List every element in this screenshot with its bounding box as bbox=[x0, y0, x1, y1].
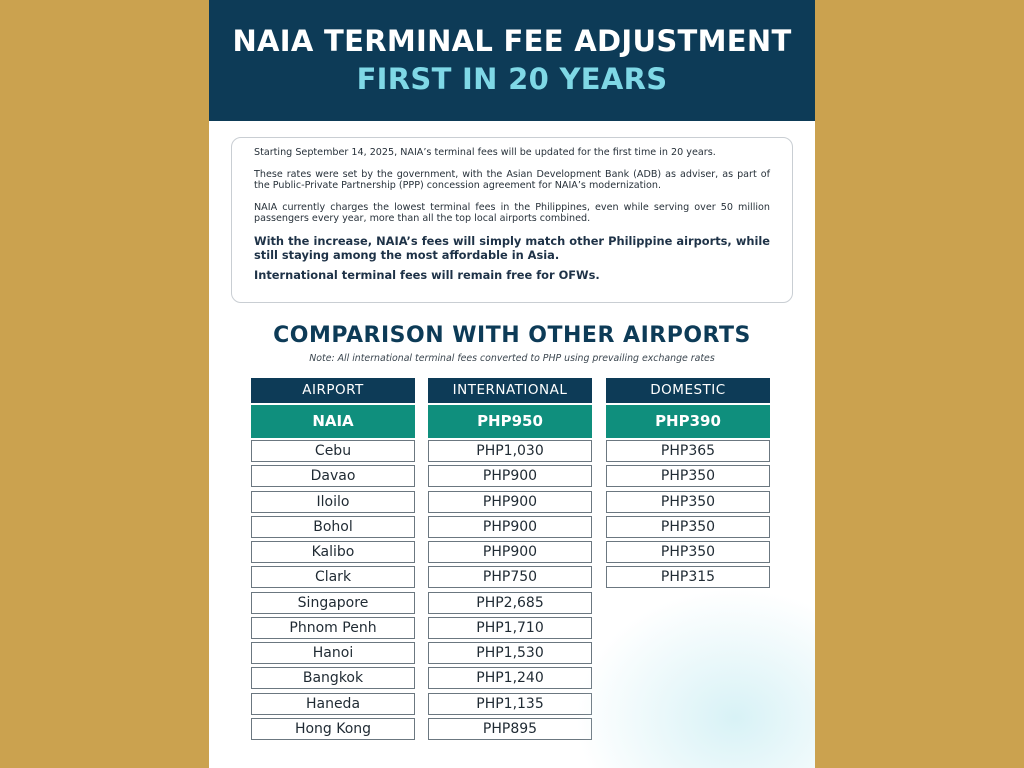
airport-column bbox=[251, 378, 415, 743]
naia-international-cell: PHP950 bbox=[428, 405, 592, 438]
international-fee-cell: PHP1,030 bbox=[428, 440, 592, 462]
domestic-fee-cell: PHP350 bbox=[606, 491, 770, 513]
domestic-header: DOMESTIC bbox=[606, 378, 770, 403]
info-paragraph-2: These rates were set by the government, with the Asian Development Bank (ADB) as adviser, as part of the Public-Private Partnership (PPP) concession agreement for NAIA’s modernization. bbox=[254, 168, 770, 191]
airport-name-cell: Davao bbox=[251, 465, 415, 487]
airport-name-cell: Bohol bbox=[251, 516, 415, 538]
international-cells bbox=[428, 440, 592, 740]
title-line-1: NAIA TERMINAL FEE ADJUSTMENT bbox=[232, 24, 792, 58]
info-bold-1: With the increase, NAIA’s fees will simply match other Philippine airports, while still staying among the most affordable in Asia. bbox=[254, 233, 770, 262]
international-fee-cell: PHP900 bbox=[428, 541, 592, 563]
international-column bbox=[428, 378, 592, 743]
international-fee-cell: PHP900 bbox=[428, 516, 592, 538]
domestic-cells bbox=[606, 440, 770, 588]
international-fee-cell: PHP900 bbox=[428, 465, 592, 487]
international-fee-cell: PHP895 bbox=[428, 718, 592, 740]
info-box bbox=[231, 137, 793, 303]
info-paragraph-1: Starting September 14, 2025, NAIA’s terminal fees will be updated for the first time in 20 years. bbox=[254, 147, 716, 158]
airport-header: AIRPORT bbox=[251, 378, 415, 403]
airport-name-cell: Phnom Penh bbox=[251, 617, 415, 639]
title-line-2: FIRST IN 20 YEARS bbox=[356, 62, 668, 96]
domestic-fee-cell: PHP350 bbox=[606, 541, 770, 563]
airport-name-cell: Singapore bbox=[251, 592, 415, 614]
title-banner bbox=[209, 0, 815, 121]
info-bold-2: International terminal fees will remain free for OFWs. bbox=[254, 267, 600, 282]
airport-name-cell: Hanoi bbox=[251, 642, 415, 664]
comparison-title: COMPARISON WITH OTHER AIRPORTS bbox=[273, 323, 751, 348]
infographic-poster bbox=[209, 0, 815, 768]
international-fee-cell: PHP750 bbox=[428, 566, 592, 588]
airport-name-cell: Bangkok bbox=[251, 667, 415, 689]
international-fee-cell: PHP1,530 bbox=[428, 642, 592, 664]
domestic-fee-cell: PHP365 bbox=[606, 440, 770, 462]
international-fee-cell: PHP1,135 bbox=[428, 693, 592, 715]
international-fee-cell: PHP1,240 bbox=[428, 667, 592, 689]
airport-name-cell: Hong Kong bbox=[251, 718, 415, 740]
airport-name-cell: Iloilo bbox=[251, 491, 415, 513]
domestic-column bbox=[606, 378, 770, 592]
comparison-note: Note: All international terminal fees converted to PHP using prevailing exchange rates bbox=[309, 353, 715, 364]
airport-cells bbox=[251, 440, 415, 740]
airport-name-cell: Haneda bbox=[251, 693, 415, 715]
international-fee-cell: PHP2,685 bbox=[428, 592, 592, 614]
airport-name-cell: Cebu bbox=[251, 440, 415, 462]
info-paragraph-3: NAIA currently charges the lowest terminal fees in the Philippines, even while serving over 50 million passengers every year, more than all the top local airports combined. bbox=[254, 201, 770, 224]
international-fee-cell: PHP900 bbox=[428, 491, 592, 513]
domestic-fee-cell: PHP350 bbox=[606, 465, 770, 487]
domestic-fee-cell: PHP315 bbox=[606, 566, 770, 588]
international-fee-cell: PHP1,710 bbox=[428, 617, 592, 639]
domestic-fee-cell: PHP350 bbox=[606, 516, 770, 538]
naia-domestic-cell: PHP390 bbox=[606, 405, 770, 438]
airport-name-cell: Kalibo bbox=[251, 541, 415, 563]
naia-airport-cell: NAIA bbox=[251, 405, 415, 438]
airport-name-cell: Clark bbox=[251, 566, 415, 588]
international-header: INTERNATIONAL bbox=[428, 378, 592, 403]
